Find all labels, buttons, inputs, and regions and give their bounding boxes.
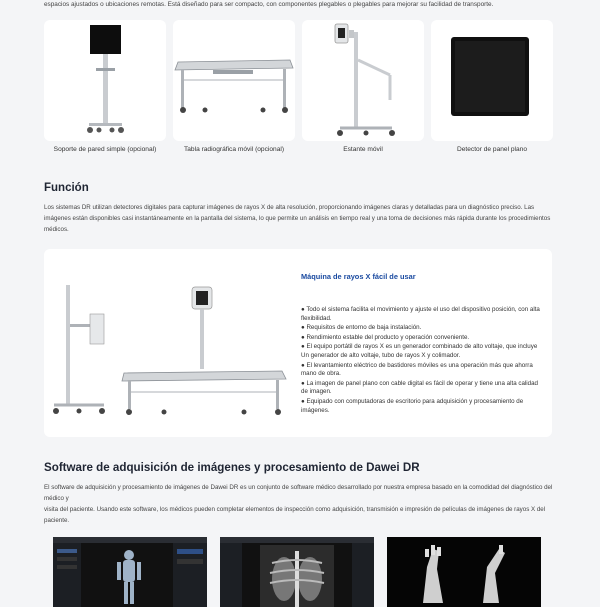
intro-text: espacios ajustados o ubicaciones remotas. Está diseñado para ser compacto, con componentes plegables o plegables para mejorar su facilidad de transporte. [44, 1, 494, 8]
software-text-line1: El software de adquisición y procesamiento de imágenes de Dawei DR es un conjunto de software médico desarrollado por nuestra empresa basado en la comodidad del diagnóstico del médico y [44, 484, 553, 502]
xray-machine-icon [44, 249, 292, 437]
mobile-table-icon [173, 20, 295, 141]
product-caption-mobile-rack: Estante móvil [343, 146, 383, 153]
product-card-flat-panel[interactable] [431, 20, 553, 141]
wall-stand-icon [44, 20, 166, 141]
product-card-mobile-table[interactable] [173, 20, 295, 141]
list-item: ● La imagen de panel plano con cable digital es fácil de operar y tiene una alta calidad de imagen. [301, 379, 538, 396]
feature-title: Máquina de rayos X fácil de usar [301, 272, 416, 281]
product-caption-flat-panel: Detector de panel plano [456, 146, 528, 153]
list-item: ● Todo el sistema facilita el movimiento y ajuste el uso del dispositivo posición, con alta flexibilidad. [301, 306, 540, 322]
software-screenshot-body[interactable] [53, 537, 207, 607]
list-item: ● Equipado con computadoras de escritorio para adquisición y procesamiento de imágenes. [301, 397, 524, 414]
product-caption-wall-stand: Soporte de pared simple (opcional) [53, 146, 157, 153]
chest-xray-screen-icon [220, 537, 374, 607]
list-item: ● El equipo portátil de rayos X es un generador combinado de alto voltaje, que incluye Un generador de alto voltaje, tubo de rayos X y colimador. [301, 343, 538, 359]
feature-panel [44, 249, 552, 437]
function-heading: Función [44, 182, 89, 194]
list-item: ● Requisitos de entorno de baja instalación. [301, 324, 422, 332]
product-card-wall-stand[interactable] [44, 20, 166, 141]
software-screenshot-foot[interactable] [387, 537, 541, 607]
feature-list [301, 306, 546, 416]
body-model-screen-icon [53, 537, 207, 607]
software-heading: Software de adquisición de imágenes y procesamiento de Dawei DR [44, 461, 420, 474]
function-text: Los sistemas DR utilizan detectores digitales para capturar imágenes de rayos X de alta resolución, proporcionando imágenes claras y detalladas para un diagnóstico preciso. Las imágenes están disponibles casi instantáneamente en la pantalla del sistema, lo que permite un análisis en tiempo real y una toma de decisiones más rápida durante los procedimientos médicos. [44, 204, 551, 233]
list-item: ● Rendimiento estable del producto y operación conveniente. [301, 333, 470, 341]
product-caption-mobile-table: Tabla radiográfica móvil (opcional) [183, 146, 285, 153]
flat-panel-icon [431, 20, 553, 141]
list-item: ● El levantamiento eléctrico de bastidores móviles es una operación más que ahorra mano de obra. [301, 361, 533, 378]
software-screenshot-chest[interactable] [220, 537, 374, 607]
product-card-mobile-rack[interactable] [302, 20, 424, 141]
software-text-line2: visita del paciente. Usando este software, los médicos pueden completar elementos de inspección como adquisición, transmisión e impresión de películas de imágenes de rayos X del paciente. [44, 506, 546, 524]
foot-xray-screen-icon [387, 537, 541, 607]
mobile-rack-icon [302, 20, 424, 141]
